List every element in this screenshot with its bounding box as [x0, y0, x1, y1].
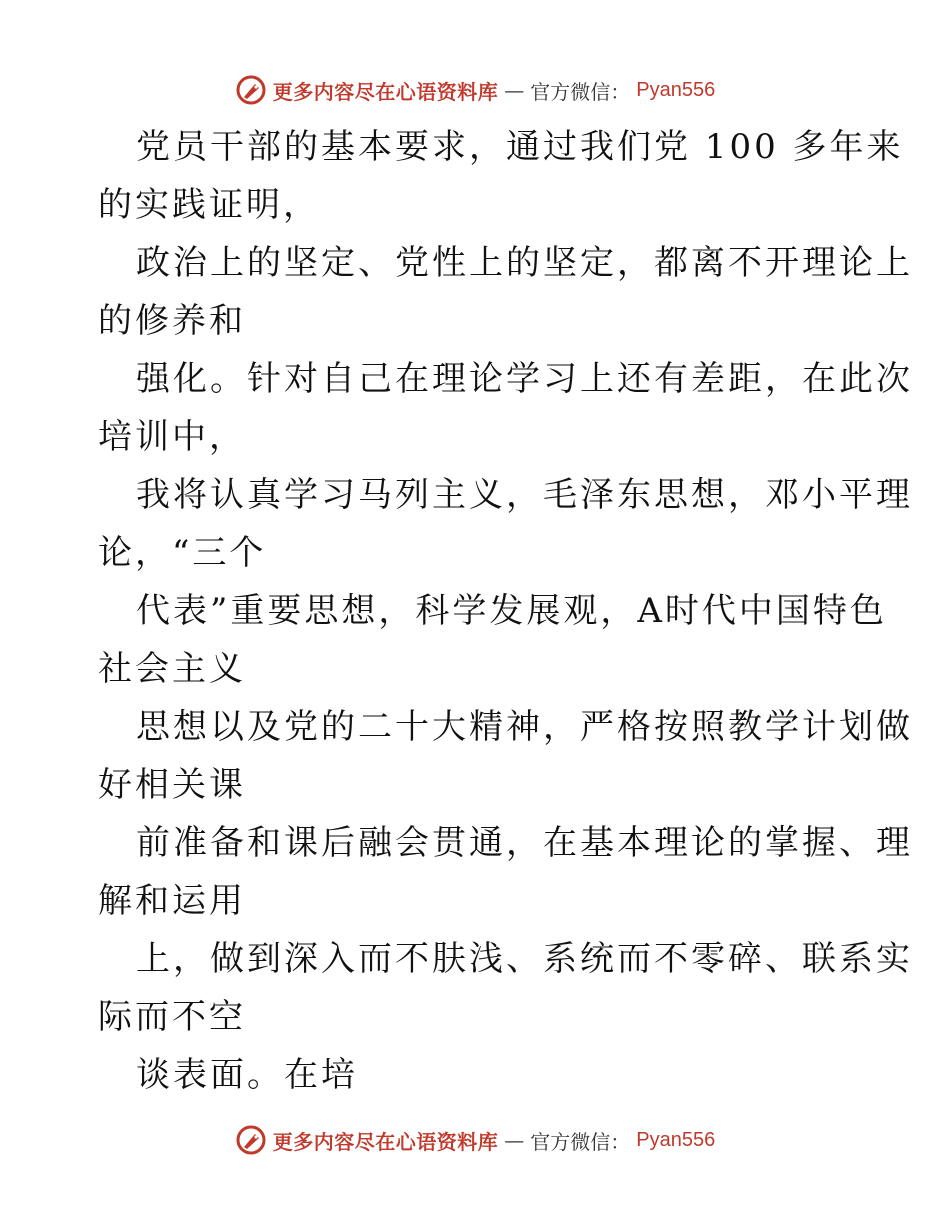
body-text-line: 的修养和: [98, 301, 246, 341]
body-text-line: 代表”重要思想，科学发展观，A时代中国特色: [136, 591, 887, 631]
footer-site-text: 更多内容尽在心语资料库: [272, 1129, 499, 1154]
body-text-line: 政治上的坚定、党性上的坚定，都离不开理论上: [136, 243, 913, 283]
body-text-line: 解和运用: [98, 881, 246, 921]
body-text-line: 培训中，: [98, 417, 246, 457]
body-text-line: 前准备和课后融会贯通，在基本理论的掌握、理: [136, 823, 913, 863]
footer-dash: —: [504, 1128, 525, 1152]
body-text-line: 思想以及党的二十大精神，严格按照教学计划做: [136, 707, 913, 747]
body-text-line: 上，做到深入而不肤浅、系统而不零碎、联系实: [136, 939, 913, 979]
body-text-line: 际而不空: [98, 997, 246, 1037]
body-text-line: 社会主义: [98, 649, 246, 689]
document-body: [98, 118, 913, 1104]
header-wechat-label: 官方微信：: [530, 79, 631, 104]
pen-nib-logo-icon: [235, 74, 267, 106]
body-text-line: 论，“三个: [98, 533, 267, 573]
body-text-line: 我将认真学习马列主义，毛泽东思想，邓小平理: [136, 475, 913, 515]
body-text-line: 的实践证明，: [98, 185, 320, 225]
footer-account: Pyan556: [636, 1128, 716, 1151]
header-account: Pyan556: [636, 78, 716, 101]
body-text-line: 谈表面。在培: [136, 1055, 358, 1095]
pen-nib-logo-icon: [235, 1124, 267, 1156]
body-text-line: 好相关课: [98, 765, 246, 805]
header-site-text: 更多内容尽在心语资料库: [272, 79, 499, 104]
body-text-line: 党员干部的基本要求，通过我们党 100 多年来: [136, 127, 904, 167]
header-banner: [0, 70, 950, 110]
footer-wechat-label: 官方微信：: [530, 1129, 631, 1154]
header-dash: —: [504, 78, 525, 102]
body-text-line: 强化。针对自己在理论学习上还有差距，在此次: [136, 359, 913, 399]
footer-banner: [0, 1120, 950, 1160]
